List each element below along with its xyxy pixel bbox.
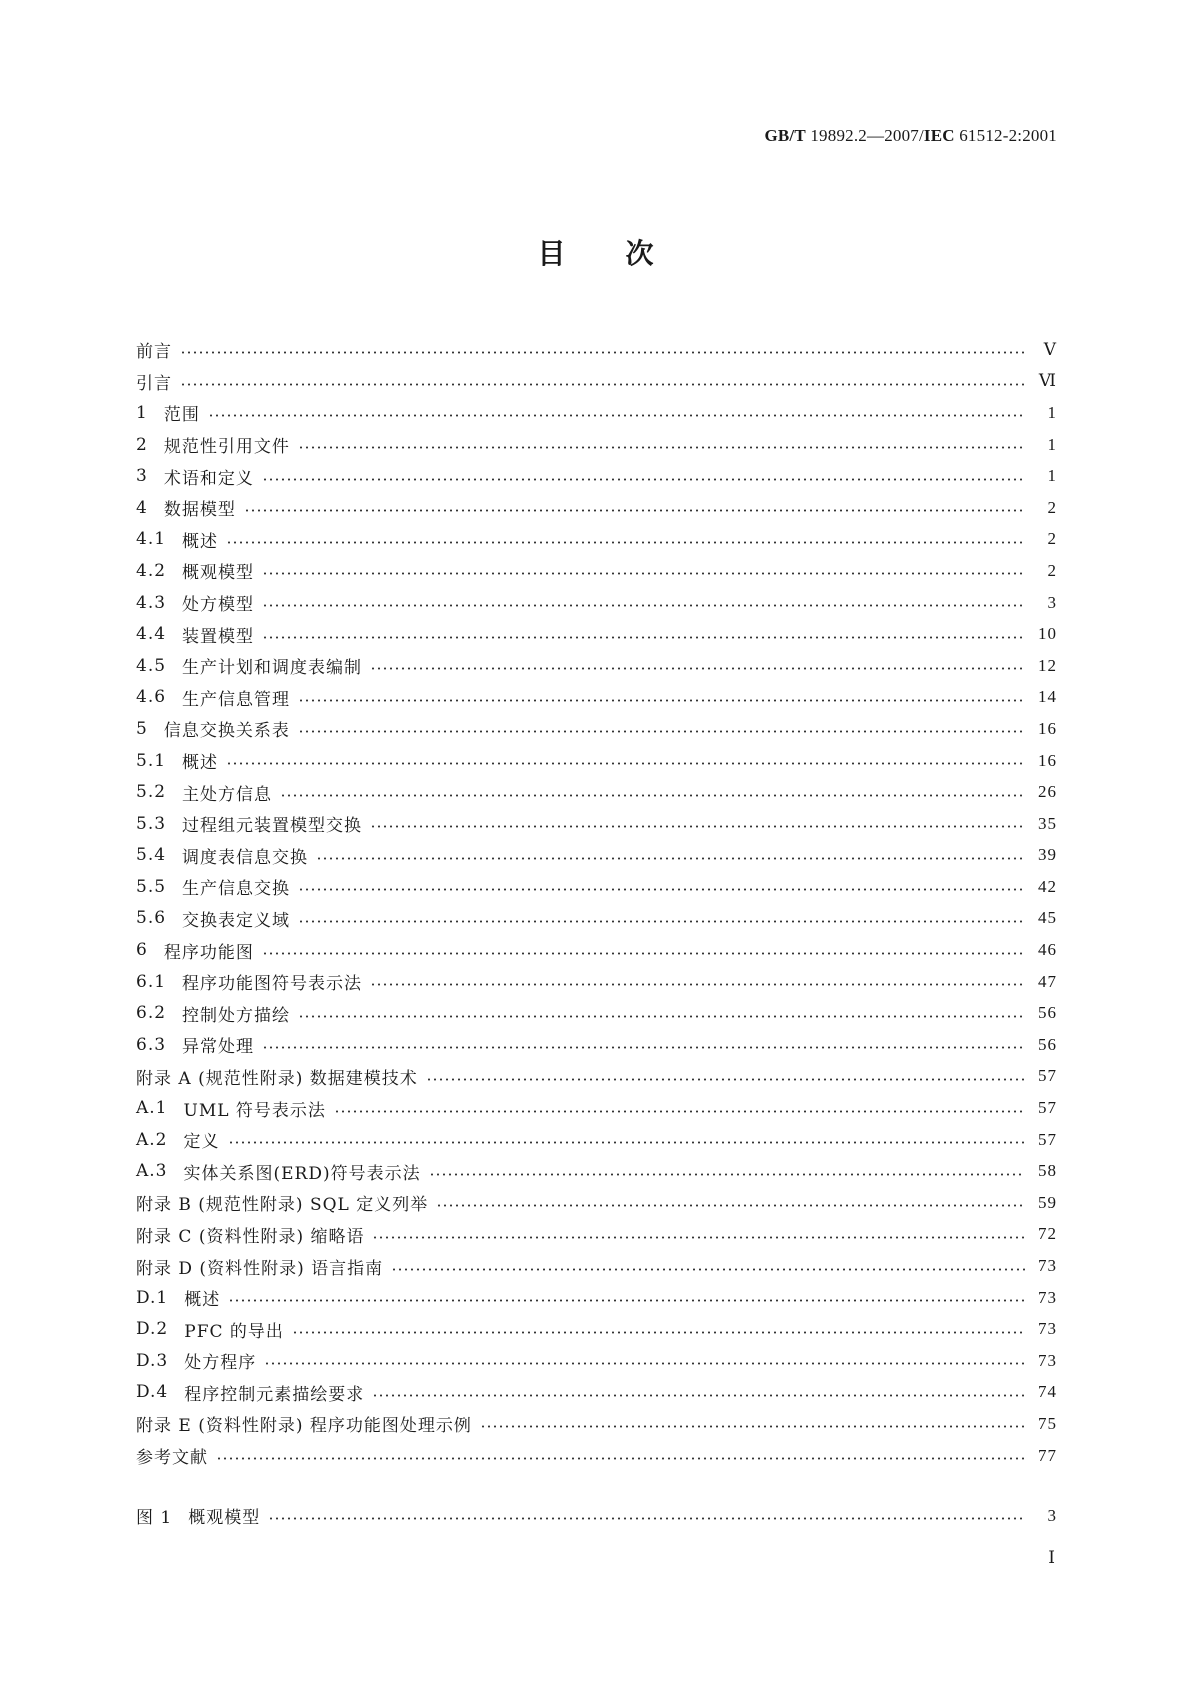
toc-entry-title: UML 符号表示法 — [183, 1100, 326, 1121]
dot-leader — [370, 983, 1025, 986]
toc-entry-title: 概观模型 — [182, 563, 255, 584]
toc-entry-title: 术语和定义 — [163, 468, 254, 489]
toc-entry-title: 数据模型 — [163, 500, 236, 521]
toc-entry-page: 73 — [1038, 1256, 1057, 1276]
toc-entry[interactable] — [136, 1219, 1057, 1251]
dot-leader — [429, 1173, 1025, 1176]
toc-entry-number: 4.6 — [136, 687, 167, 708]
dot-leader — [372, 1236, 1025, 1239]
toc-entry-number: 5 — [136, 718, 148, 739]
toc-entry[interactable] — [136, 745, 1057, 777]
toc-entry[interactable] — [136, 808, 1057, 840]
std-gb-code: GB/T — [764, 126, 806, 145]
standard-number — [764, 126, 1057, 146]
dot-leader — [298, 446, 1025, 449]
toc-entry-number: 5.6 — [136, 908, 167, 929]
toc-entry[interactable] — [136, 1061, 1057, 1093]
toc-entry[interactable] — [136, 1250, 1057, 1282]
toc-entry-page: 1 — [1047, 466, 1057, 486]
toc-entry-number: 2 — [136, 434, 148, 455]
toc-entry-number: 5.4 — [136, 845, 167, 866]
toc-entry-number: 5.2 — [136, 782, 167, 803]
toc-entry-page: 59 — [1038, 1192, 1057, 1212]
toc-entry-number: 6.3 — [136, 1034, 167, 1055]
toc-entry-title: 概述 — [182, 753, 219, 774]
toc-entry-page: 57 — [1038, 1066, 1057, 1086]
figure-list — [136, 1500, 1057, 1532]
toc-entry-title: 程序功能图 — [163, 942, 254, 963]
toc-entry-page: 1 — [1047, 434, 1057, 454]
toc-entry-title: 实体关系图(ERD)符号表示法 — [183, 1163, 421, 1184]
toc-entry-title: PFC 的导出 — [184, 1321, 284, 1342]
toc-entry-number: 4.5 — [136, 655, 167, 676]
toc-entry[interactable] — [136, 997, 1057, 1029]
toc-entry-title: 附录 B (规范性附录) SQL 定义列举 — [136, 1195, 429, 1216]
toc-entry-title: 引言 — [136, 373, 172, 394]
toc-entry-page: 57 — [1038, 1098, 1057, 1118]
toc-entry-page: 57 — [1038, 1129, 1057, 1149]
dot-leader — [370, 825, 1025, 828]
toc-entry-title: 概述 — [182, 531, 219, 552]
toc-entry[interactable] — [136, 776, 1057, 808]
toc-entry[interactable] — [136, 1187, 1057, 1219]
dot-leader — [216, 1457, 1025, 1460]
toc-entry[interactable] — [136, 555, 1057, 587]
toc-entry-title: 生产计划和调度表编制 — [182, 658, 363, 679]
dot-leader — [298, 699, 1025, 702]
toc-entry-title: 范围 — [163, 405, 200, 426]
dot-leader — [292, 1331, 1025, 1334]
toc-entry-page: 42 — [1038, 876, 1057, 896]
toc-entry-page: 1 — [1047, 402, 1057, 422]
toc-entry-page: 45 — [1038, 908, 1057, 928]
dot-leader — [208, 414, 1025, 417]
toc-entry-page: 3 — [1047, 592, 1057, 612]
toc-entry-title: 处方程序 — [184, 1353, 257, 1374]
toc-entry[interactable] — [136, 713, 1057, 745]
toc-entry-title: 程序功能图符号表示法 — [182, 974, 363, 995]
toc-entry-title: 控制处方描绘 — [182, 1005, 291, 1026]
toc-entry-page: 73 — [1038, 1350, 1057, 1370]
table-of-contents — [136, 334, 1057, 1471]
toc-entry-title: 调度表信息交换 — [182, 847, 309, 868]
dot-leader — [228, 1299, 1025, 1302]
dot-leader — [298, 888, 1025, 891]
dot-leader — [226, 541, 1025, 544]
toc-entry-page: 56 — [1038, 1003, 1057, 1023]
toc-entry-title: 异常处理 — [182, 1037, 255, 1058]
toc-entry[interactable] — [136, 934, 1057, 966]
dot-leader — [264, 1362, 1025, 1365]
toc-entry[interactable] — [136, 840, 1057, 872]
toc-entry[interactable] — [136, 682, 1057, 714]
toc-entry-number: 4.3 — [136, 592, 167, 613]
dot-leader — [391, 1268, 1025, 1271]
toc-entry-number: 4 — [136, 497, 148, 518]
toc-entry[interactable] — [136, 966, 1057, 998]
toc-entry-page: 16 — [1038, 718, 1057, 738]
toc-entry-title: 定义 — [183, 1132, 220, 1153]
toc-entry-number: 4.2 — [136, 560, 167, 581]
page-title: 目次 — [537, 237, 714, 270]
page-number: Ⅰ — [1048, 1548, 1055, 1567]
toc-entry-title: 附录 E (资料性附录) 程序功能图处理示例 — [136, 1416, 472, 1437]
figure-entry[interactable] — [136, 1500, 1057, 1532]
toc-entry[interactable] — [136, 397, 1057, 429]
toc-entry[interactable] — [136, 618, 1057, 650]
toc-entry-number: A.1 — [136, 1098, 168, 1119]
toc-entry-page: 26 — [1038, 782, 1057, 802]
toc-entry[interactable] — [136, 1282, 1057, 1314]
toc-entry[interactable] — [136, 366, 1057, 398]
dot-leader — [226, 762, 1025, 765]
toc-entry-title: 过程组元装置模型交换 — [182, 816, 363, 837]
toc-entry-page: Ⅵ — [1038, 371, 1057, 391]
toc-entry-page: 2 — [1047, 497, 1057, 517]
toc-entry-title: 程序控制元素描绘要求 — [184, 1384, 365, 1405]
toc-entry-title: 信息交换关系表 — [163, 721, 290, 742]
toc-entry-page: 39 — [1038, 845, 1057, 865]
toc-entry-page: 10 — [1038, 624, 1057, 644]
toc-entry[interactable] — [136, 1377, 1057, 1409]
toc-entry[interactable] — [136, 1124, 1057, 1156]
toc-entry[interactable] — [136, 587, 1057, 619]
toc-entry-number: D.4 — [136, 1382, 169, 1403]
toc-entry-title: 处方模型 — [182, 595, 255, 616]
figure-entry-page: 3 — [1047, 1505, 1057, 1525]
dot-leader — [244, 509, 1025, 512]
toc-entry-page: 77 — [1038, 1445, 1057, 1465]
dot-leader — [268, 1517, 1025, 1520]
toc-entry-page: Ⅴ — [1043, 339, 1057, 359]
toc-entry-title: 生产信息管理 — [182, 689, 291, 710]
toc-entry[interactable] — [136, 1092, 1057, 1124]
dot-leader — [262, 952, 1025, 955]
toc-entry-number: 5.5 — [136, 876, 167, 897]
toc-entry-number: 3 — [136, 466, 148, 487]
toc-entry[interactable] — [136, 1440, 1057, 1472]
toc-entry[interactable] — [136, 1029, 1057, 1061]
dot-leader — [298, 920, 1025, 923]
toc-entry[interactable] — [136, 1408, 1057, 1440]
toc-entry[interactable] — [136, 903, 1057, 935]
dot-leader — [316, 857, 1025, 860]
toc-entry-number: D.3 — [136, 1350, 169, 1371]
toc-entry-page: 2 — [1047, 560, 1057, 580]
toc-entry-page: 16 — [1038, 750, 1057, 770]
figure-entry-number: 图 1 — [136, 1508, 173, 1529]
toc-entry-page: 14 — [1038, 687, 1057, 707]
toc-entry-number: 5.1 — [136, 750, 167, 771]
dot-leader — [436, 1204, 1025, 1207]
dot-leader — [180, 383, 1025, 386]
toc-entry[interactable] — [136, 429, 1057, 461]
toc-entry-page: 56 — [1038, 1034, 1057, 1054]
figure-entry-title: 概观模型 — [188, 1508, 261, 1529]
dot-leader — [372, 1394, 1025, 1397]
dot-leader — [262, 572, 1025, 575]
toc-entry-number: D.2 — [136, 1319, 169, 1340]
toc-entry[interactable] — [136, 460, 1057, 492]
dot-leader — [262, 636, 1025, 639]
toc-entry-number: 1 — [136, 402, 148, 423]
dot-leader — [426, 1078, 1025, 1081]
dot-leader — [298, 1015, 1025, 1018]
toc-entry-title: 附录 A (规范性附录) 数据建模技术 — [136, 1068, 418, 1089]
toc-entry-number: 6.1 — [136, 971, 167, 992]
toc-entry-title: 附录 D (资料性附录) 语言指南 — [136, 1258, 384, 1279]
toc-entry-page: 2 — [1047, 529, 1057, 549]
dot-leader — [370, 667, 1025, 670]
dot-leader — [334, 1110, 1025, 1113]
toc-entry-page: 73 — [1038, 1287, 1057, 1307]
toc-entry-page: 46 — [1038, 940, 1057, 960]
dot-leader — [228, 1141, 1026, 1144]
toc-entry-title: 生产信息交换 — [182, 879, 291, 900]
dot-leader — [180, 351, 1025, 354]
toc-entry-page: 47 — [1038, 971, 1057, 991]
std-iec-code: IEC — [923, 126, 955, 145]
toc-entry-title: 参考文献 — [136, 1448, 208, 1469]
toc-entry-page: 58 — [1038, 1161, 1057, 1181]
toc-entry-page: 35 — [1038, 813, 1057, 833]
toc-entry-number: 6.2 — [136, 1003, 167, 1024]
toc-entry[interactable] — [136, 334, 1057, 366]
toc-entry[interactable] — [136, 1345, 1057, 1377]
toc-entry-number: A.3 — [136, 1161, 168, 1182]
toc-entry-number: D.1 — [136, 1287, 169, 1308]
toc-entry[interactable] — [136, 524, 1057, 556]
toc-entry-number: 6 — [136, 940, 148, 961]
toc-entry-page: 75 — [1038, 1413, 1057, 1433]
dot-leader — [280, 794, 1025, 797]
toc-entry[interactable] — [136, 871, 1057, 903]
dot-leader — [480, 1425, 1025, 1428]
toc-entry-number: 4.1 — [136, 529, 167, 550]
std-iec-number: 61512-2:2001 — [954, 126, 1057, 145]
toc-entry-title: 交换表定义域 — [182, 910, 291, 931]
toc-entry-number: A.2 — [136, 1129, 168, 1150]
dot-leader — [262, 1046, 1025, 1049]
toc-entry-title: 主处方信息 — [182, 784, 273, 805]
toc-entry-page: 74 — [1038, 1382, 1057, 1402]
toc-entry-title: 装置模型 — [182, 626, 255, 647]
toc-entry-title: 附录 C (资料性附录) 缩略语 — [136, 1226, 365, 1247]
toc-entry-page: 73 — [1038, 1319, 1057, 1339]
dot-leader — [298, 730, 1025, 733]
toc-entry-number: 4.4 — [136, 624, 167, 645]
toc-entry-title: 规范性引用文件 — [163, 437, 290, 458]
toc-entry[interactable] — [136, 1155, 1057, 1187]
dot-leader — [262, 604, 1025, 607]
toc-entry-number: 5.3 — [136, 813, 167, 834]
toc-entry[interactable] — [136, 1313, 1057, 1345]
toc-entry-page: 72 — [1038, 1224, 1057, 1244]
toc-entry-title: 概述 — [184, 1290, 221, 1311]
toc-entry-title: 前言 — [136, 342, 172, 363]
toc-entry[interactable] — [136, 492, 1057, 524]
toc-entry[interactable] — [136, 650, 1057, 682]
std-gb-number: 19892.2—2007/ — [805, 126, 924, 145]
toc-entry-page: 12 — [1038, 655, 1057, 675]
dot-leader — [262, 478, 1025, 481]
